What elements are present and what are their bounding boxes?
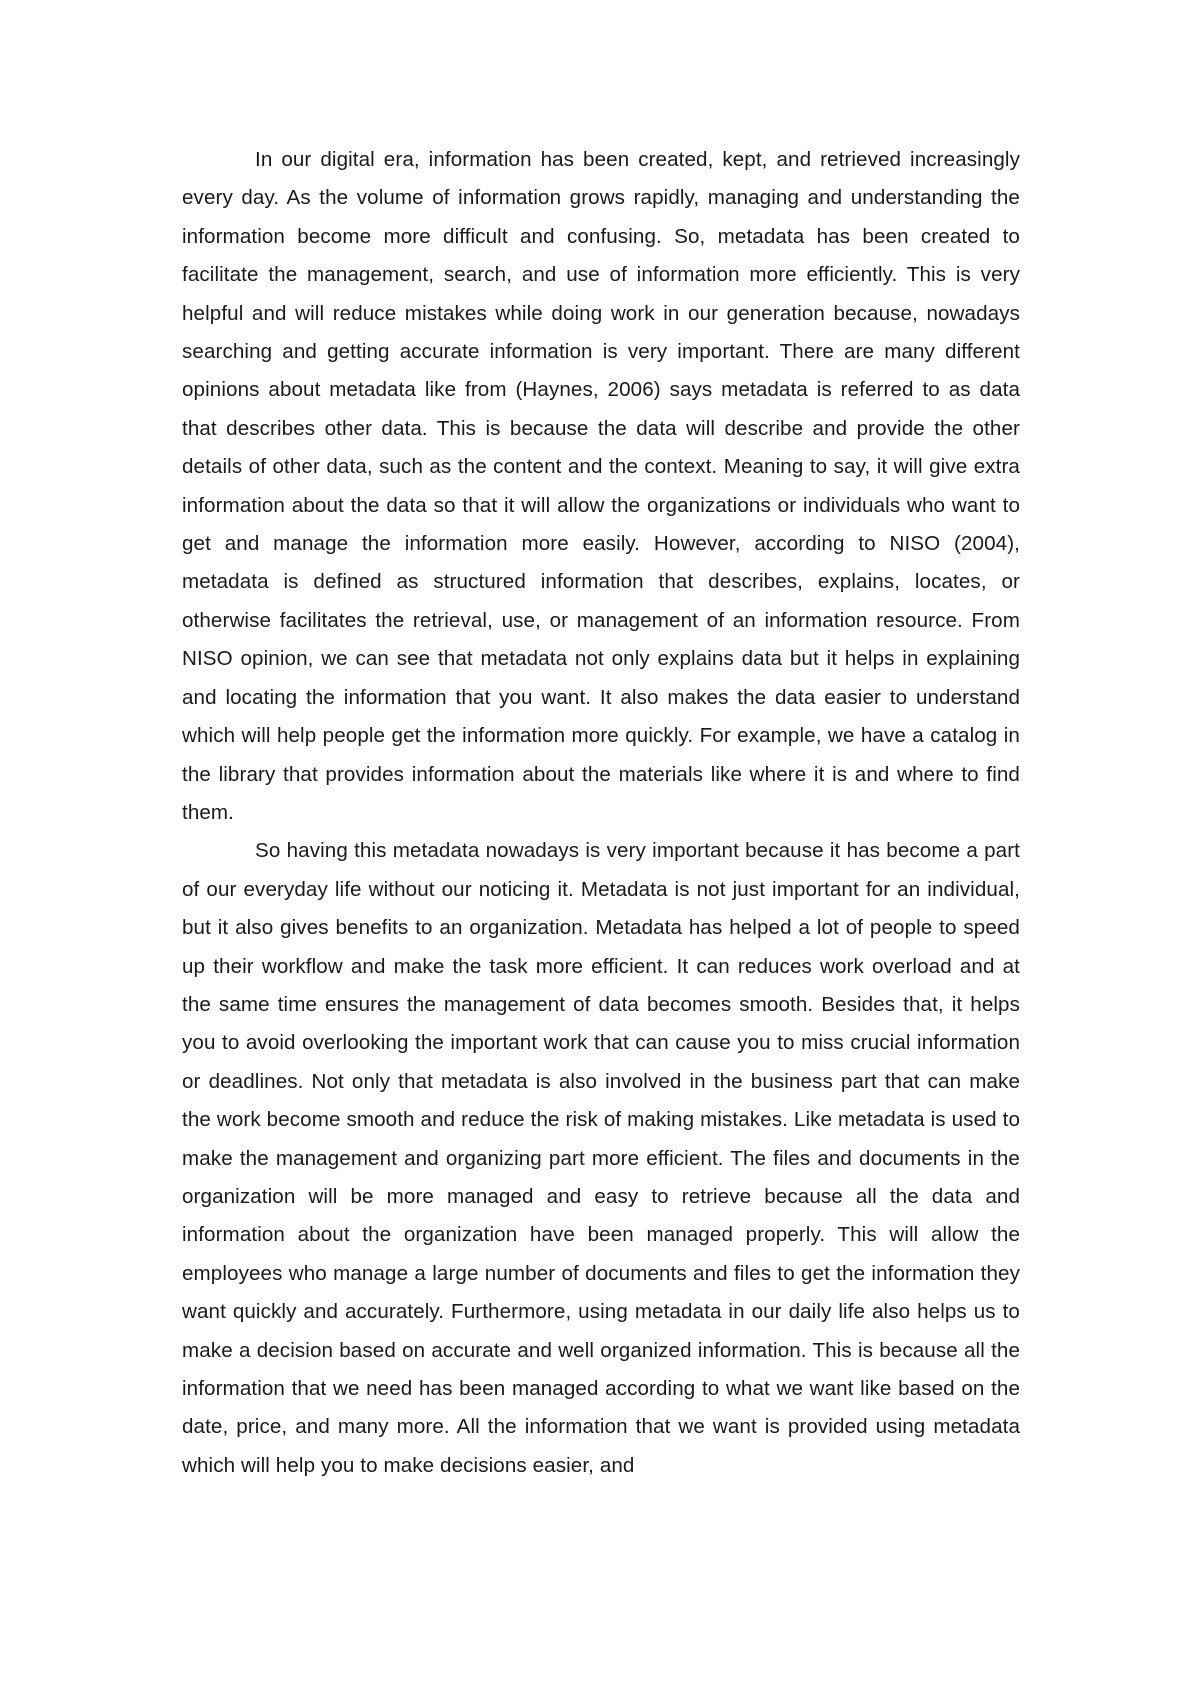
body-paragraph-1: In our digital era, information has been created, kept, and retrieved increasingly every day. As the volume of information grows rapidly, managing and understanding the information become more difficult and confusing. So, metadata has been created to facilitate the management, search, and use of information more efficiently. This is very helpful and will reduce mistakes while doing work in our generation because, nowadays searching and getting accurate information is very important. There are many different opinions about metadata like from (Haynes, 2006) says metadata is referred to as data that describes other data. This is because the data will describe and provide the other details of other data, such as the content and the context. Meaning to say, it will give extra information about the data so that it will allow the organizations or individuals who want to get and manage the information more easily. However, according to NISO (2004), metadata is defined as structured information that describes, explains, locates, or otherwise facilitates the retrieval, use, or management of an information resource. From NISO opinion, we can see that metadata not only explains data but it helps in explaining and locating the information that you want. It also makes the data easier to understand which will help people get the information more quickly. For example, we have a catalog in the library that provides information about the materials like where it is and where to find them. (182, 148, 1020, 824)
body-paragraph-2: So having this metadata nowadays is very important because it has become a part of our everyday life without our noticing it. Metadata is not just important for an individual, but it also gives benefits to an organization. Metadata has helped a lot of people to speed up their workflow and make the task more efficient. It can reduces work overload and at the same time ensures the management of data becomes smooth. Besides that, it helps you to avoid overlooking the important work that can cause you to miss crucial information or deadlines. Not only that metadata is also involved in the business part that can make the work become smooth and reduce the risk of making mistakes. Like metadata is used to make the management and organizing part more efficient. The files and documents in the organization will be more managed and easy to retrieve because all the data and information about the organization have been managed properly. This will allow the employees who manage a large number of documents and files to get the information they want quickly and accurately. Furthermore, using metadata in our daily life also helps us to make a decision based on accurate and well organized information. This is because all the information that we need has been managed according to what we want like based on the date, price, and many more. All the information that we want is provided using metadata which will help you to make decisions easier, and (182, 839, 1020, 1477)
document-body (182, 141, 1020, 1485)
